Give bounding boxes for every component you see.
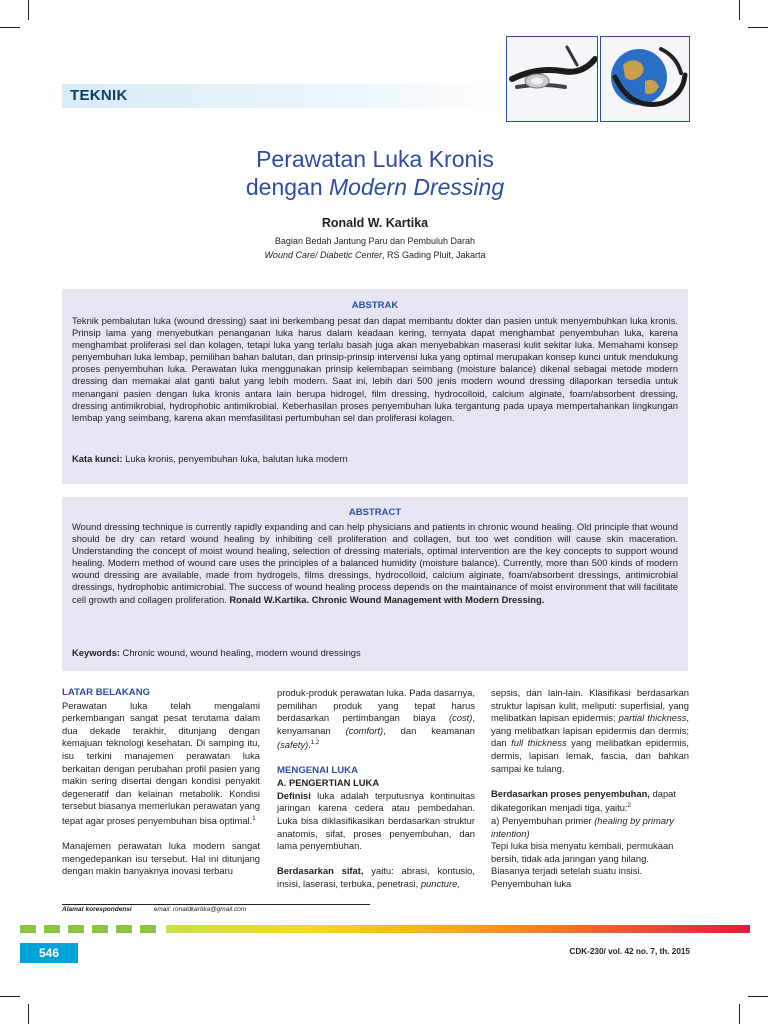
italic-term: (safety) (277, 739, 309, 751)
abstrak-keywords (72, 453, 678, 464)
bold-term: Berdasarkan proses penyembuhan, (491, 787, 650, 799)
italic-term: partial thickness (618, 712, 687, 724)
abstract-heading: ABSTRACT (348, 507, 402, 518)
abstract-box (62, 497, 688, 671)
reference-mark: 1 (252, 815, 256, 822)
abstract-body-text: Wound dressing technique is currently rapidly expanding and can help physicians and patients in chronic wound healing. Old principle that wound should be dry can retard wound healing by inhibiting cell proliferation and collagen, but too wet condition will cause skin maceration. Understanding the concept of moist wound healing, selection of dressing materials, optimal intervention are the key concepts to support wound healing. Modern method of wound care uses the principles of a balanced humidity (moisture balance). Currently, more than 500 kinds of modern wound dressing are available, made from hydrogels, films dressings, hydrocolloid, calcium alginate, foam/absorbent dressings, antimicrobial dressings, hydrophobic antimicrobial. The success of wound healing process depends on the maintainance of moist environment that will facilitate cell growth and collagen proliferation. (72, 521, 678, 605)
crop-mark (739, 1004, 740, 1024)
subheading-pengertian-luka: A. PENGERTIAN LUKA (277, 777, 380, 789)
italic-term: puncture, (420, 878, 460, 890)
italic-term: full thickness (511, 737, 567, 749)
paragraph (491, 788, 689, 815)
title-line-2-italic: Modern Dressing (329, 174, 505, 200)
footer-square (68, 925, 84, 933)
paragraph-text: yaitu: abrasi, kontusio, insisi, laserasi, terbuka, penetrasi, (277, 865, 475, 890)
section-label: TEKNIK (70, 87, 128, 104)
title-line-2-prefix: dengan (245, 174, 329, 200)
footer-color-bar (166, 925, 750, 933)
affiliation-line-1: Bagian Bedah Jantung Paru dan Pembuluh Darah (274, 236, 476, 246)
paragraph (277, 865, 475, 890)
abstract-body (72, 521, 678, 606)
abstract-keywords (72, 647, 678, 658)
crop-mark (739, 0, 740, 20)
abstract-keywords-label: Keywords: (72, 647, 120, 658)
article-title (62, 145, 688, 201)
abstrak-heading: ABSTRAK (351, 300, 399, 311)
page-number: 546 (20, 943, 78, 963)
paragraph (277, 790, 475, 853)
italic-term: (cost) (448, 712, 473, 724)
globe-stethoscope-photo (600, 36, 690, 122)
paragraph-text: yang melibatkan epidermis, dermis, lapisan lemak, fascia, dan bahkan sampai ke tulang. (491, 737, 690, 774)
italic-term: (healing by primary intention) (491, 815, 674, 839)
crop-mark (748, 996, 768, 997)
italic-term: (comfort) (345, 724, 384, 736)
footer-square (44, 925, 60, 933)
abstrak-keywords-text: Luka kronis, penyembuhan luka, balutan luka modern (122, 453, 348, 464)
paragraph-text: produk-produk perawatan luka. Pada dasarnya, pemilihan produk yang tepat harus berdasarkan pertimbangan biaya (277, 687, 475, 724)
paragraph-text: , dan keamanan (383, 724, 475, 736)
correspondence-email: email: ronaldkartika@gmail.com (153, 906, 247, 913)
correspondence-note (62, 906, 246, 913)
reference-mark: 1,2 (310, 740, 320, 747)
crop-mark (748, 27, 768, 28)
stethoscope-photo (506, 36, 598, 122)
crop-mark (0, 27, 20, 28)
paragraph-text: luka adalah terputusnya kontinuitas jaringan karena cedera atau pembedahan. Luka bisa diklasifikasikan berdasarkan struktur anatomis, sifat, proses penyembuhan, dan lama penyembuhan. (277, 789, 475, 852)
crop-mark (0, 996, 20, 997)
footnote-rule (62, 904, 370, 905)
author-name: Ronald W. Kartika (321, 216, 429, 230)
list-item (491, 815, 689, 840)
footer-square (116, 925, 132, 933)
bold-term: Definisi (277, 789, 311, 801)
abstract-citation: Ronald W.Kartika. Chronic Wound Management with Modern Dressing. (229, 593, 545, 605)
correspondence-label: Alamat korespondensi (62, 906, 132, 913)
paragraph (277, 687, 475, 752)
column-3 (491, 687, 689, 891)
abstrak-keywords-label: Kata kunci: (72, 453, 123, 464)
crop-mark (28, 1004, 29, 1024)
paragraph-text: . (308, 739, 311, 751)
affiliation-hospital: , RS Gading Pluit, Jakarta (382, 250, 486, 260)
crop-mark (28, 0, 29, 20)
title-line-1: Perawatan Luka Kronis (256, 146, 494, 172)
footer-square (20, 925, 36, 933)
paragraph (62, 700, 260, 828)
author-affiliation (62, 234, 688, 262)
list-item-text: a) Penyembuhan primer (491, 815, 595, 827)
section-bar (62, 84, 502, 108)
paragraph: Manajemen perawatan luka modern sangat mengedepankan isu tersebut. Hal ini ditunjang dengan makin banyaknya inovasi terbaru (62, 840, 260, 877)
heading-latar-belakang: LATAR BELAKANG (62, 687, 151, 698)
abstrak-box (62, 289, 688, 484)
column-2 (277, 687, 475, 891)
title-line-2 (62, 173, 688, 201)
heading-mengenai-luka: MENGENAI LUKA (277, 764, 359, 776)
footer-square (140, 925, 156, 933)
bold-term: Berdasarkan sifat, (277, 865, 364, 877)
reference-mark: 2 (627, 803, 631, 810)
footer-square (92, 925, 108, 933)
journal-citation: CDK-230/ vol. 42 no. 7, th. 2015 (569, 947, 690, 956)
column-1 (62, 687, 260, 878)
abstract-keywords-text: Chronic wound, wound healing, modern wound dressings (119, 647, 361, 658)
affiliation-center: Wound Care/ Diabetic Center (264, 250, 382, 260)
paragraph-text: sepsis, dan lain-lain. Klasifikasi berdasarkan struktur lapisan kulit, meliputi: superfisial, yang melibatkan lapisan epidermis; (491, 687, 689, 724)
paragraph: Tepi luka bisa menyatu kembali, permukaan bersih, tidak ada jaringan yang hilang. Biasanya terjadi setelah suatu insisi. Penyembuhan luka (491, 840, 674, 890)
affiliation-line-2 (62, 248, 688, 262)
paragraph-text: , kenyamanan (277, 712, 475, 736)
abstrak-body: Teknik pembalutan luka (wound dressing) saat ini berkembang pesat dan dapat membantu dokter dan pasien untuk menyembuhkan luka kronis. Prinsip lama yang menyebutkan penanganan luka harus dalam keadaan kering, ternyata dapat menghambat penyembuhan luka, karena menghambat proliferasi sel dan kolagen, tetapi luka yang terlalu basah juga akan menyebabkan maserasi kulit sekitar luka. Memahami konsep penyembuhan luka lembap, pemilihan bahan balutan, dan prinsip-prinsip intervensi luka yang optimal merupakan konsep kunci untuk mendukung proses penyembuhan luka. Perawatan luka menggunakan prinsip kelembapan seimbang (moisture balance) dikenal sebagai metode modern dressing dan memakai alat ganti balut yang lebih modern. Saat ini, lebih dari 500 jenis modern wound dressing dilaporkan tersedia untuk menangani pasien dengan luka kronis antara lain berupa hidrogel, film dressing, hydrocolloid, calcium alginate, foam/absorbent dressing, dressing antimikrobial, hydrophobic antimikrobial. Keberhasilan proses penyembuhan luka tergantung pada upaya mempertahankan lingkungan lembap yang seimbang, karena akan memfasilitasi pertumbuhan sel dan proliferasi kolagen. (72, 315, 678, 423)
paragraph-text: , yang melibatkan lapisan epidermis dan dermis; dan (491, 712, 689, 749)
paragraph-text: dapat dikategorikan menjadi tiga, yaitu: (491, 787, 676, 814)
paragraph (491, 687, 689, 775)
paragraph-text: Perawatan luka telah mengalami perkembangan sangat pesat terutama dalam dua dekade terakhir, ditunjang dengan kemajuan teknologi kesehatan. Di samping itu, isu terkini manajemen perawatan luka berkaitan dengan perubahan profil pasien yang makin sering disertai dengan kondisi penyakit degeneratif dan kelainan metabolik. Kondisi tersebut biasanya memerlukan perawatan yang tepat agar proses penyembuhan bisa optimal. (62, 699, 260, 827)
